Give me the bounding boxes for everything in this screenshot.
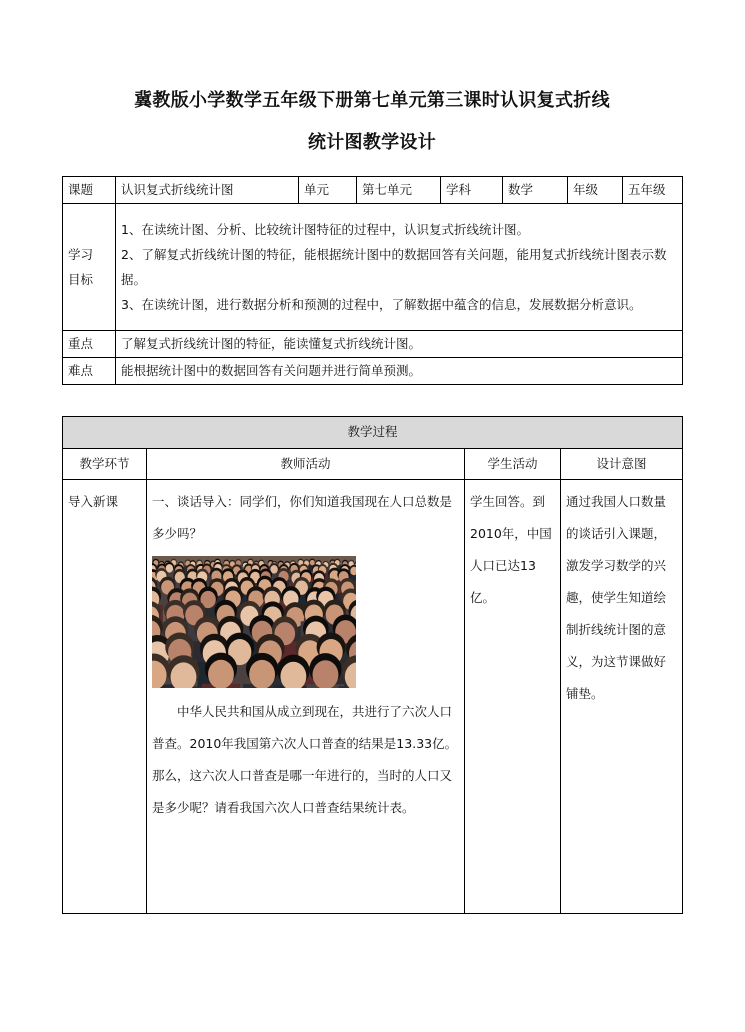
document-title-line-1: 冀教版小学数学五年级下册第七单元第三课时认识复式折线 xyxy=(134,90,610,111)
difficulty-value: 能根据统计图中的数据回答有关问题并进行简单预测。 xyxy=(116,358,683,385)
lesson-info-table xyxy=(62,176,683,385)
header-design: 设计意图 xyxy=(561,449,683,480)
unit-label: 单元 xyxy=(299,177,357,204)
document-title-line-2: 统计图教学设计 xyxy=(307,132,437,153)
header-teacher: 教师活动 xyxy=(147,449,465,480)
header-stage: 教学环节 xyxy=(63,449,147,480)
teacher-activity-cell xyxy=(147,480,465,914)
goal-label-line-1: 学习 xyxy=(68,247,94,262)
key-value: 了解复式折线统计图的特征，能读懂复式折线统计图。 xyxy=(116,331,683,358)
grade-label: 年级 xyxy=(568,177,623,204)
design-intent-cell: 通过我国人口数量的谈话引入课题，激发学习数学的兴趣，使学生知道绘制折线统计图的意义，为这节课做好铺垫。 xyxy=(561,480,683,914)
goal-label-line-2: 目标 xyxy=(68,272,94,287)
goal-item: 3、在读统计图，进行数据分析和预测的过程中，了解数据中蕴含的信息，发展数据分析意识。 xyxy=(121,297,642,312)
header-student: 学生活动 xyxy=(465,449,561,480)
grade-value: 五年级 xyxy=(623,177,683,204)
stage-cell: 导入新课 xyxy=(63,480,147,914)
teaching-process-table xyxy=(62,416,683,914)
student-activity-cell: 学生回答。到 2010年，中国人口已达13亿。 xyxy=(465,480,561,914)
key-label: 重点 xyxy=(63,331,116,358)
teacher-intro: 一、谈话导入：同学们，你们知道我国现在人口总数是多少吗？ xyxy=(152,494,453,541)
unit-value: 第七单元 xyxy=(357,177,441,204)
teacher-paragraph: 中华人民共和国从成立到现在，共进行了六次人口普查。2010年我国第六次人口普查的结果是13.33亿。那么，这六次人口普查是哪一年进行的，当时的人口又是多少呢？请看我国六次人口普查结果统计表。 xyxy=(152,704,458,815)
goal-item: 1、在读统计图、分析、比较统计图特征的过程中，认识复式折线统计图。 xyxy=(121,222,529,237)
subject-label: 学科 xyxy=(441,177,503,204)
course-label: 课题 xyxy=(63,177,116,204)
course-value: 认识复式折线统计图 xyxy=(116,177,299,204)
difficulty-label: 难点 xyxy=(63,358,116,385)
goal-item: 2、了解复式折线统计图的特征，能根据统计图中的数据回答有关问题，能用复式折线统计图表示数据。 xyxy=(121,247,667,287)
crowd-photo xyxy=(152,556,356,688)
goal-content xyxy=(116,204,683,331)
subject-value: 数学 xyxy=(503,177,568,204)
goal-label xyxy=(63,204,116,331)
process-title: 教学过程 xyxy=(63,417,683,449)
